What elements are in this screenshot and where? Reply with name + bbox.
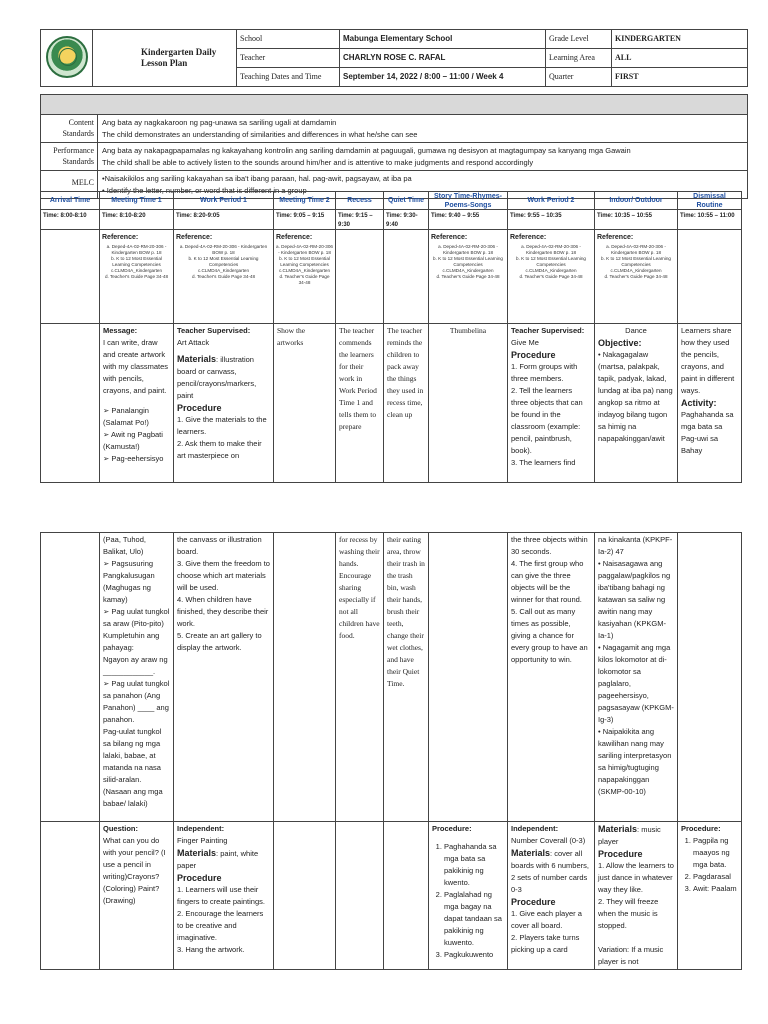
procedure-label: Procedure — [511, 350, 556, 360]
time-meeting-2: Time: 9:05 – 9:15 — [274, 210, 336, 229]
work-period-1-independent — [174, 822, 274, 969]
procedure-steps: 1. Give each player a cover all board. 2. Players take turns picking up a card — [511, 909, 582, 954]
procedure-label: Procedure: — [681, 824, 721, 833]
col-work-period-2: Work Period 2 — [508, 192, 595, 209]
reference-label: Reference: — [176, 234, 213, 241]
question-text: What can you do with your pencil? (I use a pencil in writing)Crayons? (Coloring) Paint? (Drawing) — [103, 836, 166, 905]
procedure-steps: the three objects within 30 seconds. 4. The first group who can give the three objects will be the winner for that round. 5. Call out as many times as possible, giving a chance for every group to have an opportunity to win. — [511, 535, 588, 664]
materials-label: Materials — [177, 848, 217, 858]
story-step: 2. Paglalahad ng mga bagay na dapat tandaan sa pakikinig ng kuwento. — [444, 889, 504, 949]
recess-text: The teacher commends the learners for their work in Work Period Time 1 and tells them to prepare — [339, 326, 377, 431]
materials-text: : illustration board or canvass, pencil/crayons/markers, paint — [177, 355, 257, 400]
school-seal-logo — [46, 36, 88, 78]
schedule-table-page-2 — [40, 532, 742, 970]
independent-label: Independent: — [511, 824, 559, 833]
story-title: Thumbelina — [449, 326, 487, 335]
content-standards-label: Content Standards — [41, 115, 98, 142]
grade-label: Grade Level — [546, 30, 612, 48]
ref-meeting-2 — [274, 230, 336, 323]
time-story: Time: 9:40 – 9:55 — [429, 210, 508, 229]
reference-label: Reference: — [597, 234, 634, 241]
meeting-1-question — [100, 822, 174, 969]
materials-line — [177, 847, 270, 872]
dismissal-step: 1. Pagpila ng maayos ng mga bata. — [693, 835, 738, 871]
recess-continued — [336, 533, 384, 821]
activity-title: Number Coverall (0-3) — [511, 836, 586, 845]
procedure-label: Procedure: — [432, 824, 472, 833]
reference-row — [41, 230, 741, 324]
objective-label: Objective: — [598, 338, 642, 348]
story-time-procedure — [429, 822, 508, 969]
dismissal-step: 3. Awit: Paalam — [693, 883, 738, 895]
activity-title: Give Me — [511, 338, 539, 347]
reference-list: a. Deped-4A-02-RM-20-306 - Kindergarten BOW p. 18 b. K to 12 Most Essential Learning Competencies c.CLMD4A_Kindergarten d. Teacher's Guide Page 34-48 — [433, 244, 503, 279]
story-steps — [432, 841, 504, 961]
dismissal-steps — [681, 835, 738, 895]
quarter-label: Quarter — [546, 68, 612, 86]
logo-cell — [41, 30, 93, 86]
standards-table — [40, 94, 748, 199]
performance-standards-label: Performance Standards — [41, 143, 98, 170]
school-value: Mabunga Elementary School — [340, 30, 546, 48]
materials-text: : paint, white paper — [177, 849, 259, 870]
dismissal-activity — [678, 324, 741, 482]
materials-line — [177, 353, 270, 402]
arrival-activity — [41, 822, 100, 969]
performance-standards-row — [41, 143, 747, 171]
ref-arrival — [41, 230, 100, 323]
procedure-steps: 1. Give the materials to the learners. 2. Ask them to make their art masterpiece on — [177, 415, 267, 460]
recess-empty — [336, 822, 384, 969]
header-info-grid — [237, 30, 747, 86]
activity-title: Dance — [625, 326, 647, 335]
meeting-2-activity — [274, 324, 336, 482]
gray-header-bar — [41, 95, 747, 115]
story-time-activity — [429, 324, 508, 482]
header-row-school — [237, 30, 747, 49]
performance-standard-1: Ang bata ay nakapagpapamalas ng kakayahang kontrolin ang sariling damdamin at paguugali, gumawa ng desisyon at magtagumpay sa kanyang mga Gawain — [102, 146, 631, 155]
meeting-1-continued — [100, 533, 174, 821]
dates-value: September 14, 2022 / 8:00 – 11:00 / Week 4 — [340, 68, 546, 86]
col-arrival-time: Arrival Time — [41, 192, 100, 209]
recess-text: for recess by washing their hands. Encourage sharing especially if not all children have food. — [339, 535, 380, 640]
indoor-outdoor-procedure — [595, 822, 678, 969]
col-story-time: Story Time-Rhymes-Poems-Songs — [429, 192, 508, 209]
meeting-2-text: Show the artworks — [277, 326, 306, 347]
content-standards-row — [41, 115, 747, 143]
question-label: Question: — [103, 824, 138, 833]
time-quiet: Time: 9:30-9:40 — [384, 210, 429, 229]
ref-recess — [336, 230, 384, 323]
reference-list: a. Deped-4A-02-RM-20-306 - Kindergarten BOW p. 18 b. K to 12 Most Essential Learning Competencies c.CLMD4A_Kindergarten d. Teacher's Guide Page 34-48 — [276, 244, 333, 285]
procedure-steps: 1. Learners will use their fingers to create paintings. 2. Encourage the learners to be creative and imaginative. 3. Hang the artwork. — [177, 885, 265, 954]
col-dismissal-routine: Dismissal Routine — [693, 192, 726, 209]
procedure-steps: 1. Form groups with three members. 2. Tell the learners three objects that can be found in the classroom (example: pencil, paintbrush, book). 3. The learners find — [511, 362, 583, 467]
materials-line — [511, 847, 591, 896]
meeting-1-activity — [100, 324, 174, 482]
header-row-teacher — [237, 49, 747, 68]
teacher-supervised-label: Teacher Supervised: — [177, 326, 251, 335]
procedure-label: Procedure — [511, 897, 556, 907]
time-indoor: Time: 10:35 – 10:55 — [595, 210, 678, 229]
procedure-steps: 1. Allow the learners to just dance in whatever way they like. 2. They will freeze when the music is stopped. Variation: If a music player is not — [598, 861, 674, 966]
schedule-table-page-1 — [40, 191, 742, 483]
procedure-steps: the canvass or illustration board. 3. Give them the freedom to choose which art materials will be used. 4. When children have finished, they describe their work. 5. Create an art gallery to display the artwork. — [177, 535, 270, 652]
recess-activity — [336, 324, 384, 482]
time-meeting-1: Time: 8:10-8:20 — [100, 210, 174, 229]
reference-list: a. Deped-4A-02-RM-20-306 - Kindergarten BOW p. 18 b. K to 12 Most Essential Learning Competencies c.CLMD4A_Kindergarten d. Teacher's Guide Page 34-48 — [104, 244, 169, 279]
time-row — [41, 210, 741, 230]
quiet-time-activity — [384, 324, 429, 482]
area-value: ALL — [615, 53, 632, 62]
work-period-1-activity — [174, 324, 274, 482]
quiet-time-text: The teacher reminds the children to pack away the things they used in recess time, clean up — [387, 326, 424, 419]
content-standards-text — [98, 115, 747, 142]
lesson-plan-header — [40, 29, 748, 87]
col-recess: Recess — [336, 192, 384, 209]
objective-text: na kinakanta (KPKPF-Ia-2) 47 • Naisasagawa ang paggalaw/pagkilos ng iba'tibang bahagi ng katawan sa saliw ng awitin nang may kasiyahan (KPKGM-Ia-1) • Nagagamit ang mga kilos lokomotor at di-lokomotor sa paglalaro, pageehersisyo, pagsasayaw (KPKGM-Ig-3) • Naipakikita ang kawilihan nang may sariling interpretasyon sa himig/tugtuging napapakinggan (SKMP-00-10) — [598, 535, 674, 796]
activity-row-continued — [41, 533, 741, 822]
col-work-period-1: Work Period 1 — [174, 192, 274, 209]
materials-label: Materials — [598, 824, 638, 834]
dates-label: Teaching Dates and Time — [237, 68, 340, 86]
dismissal-continued — [678, 533, 741, 821]
col-meeting-time-1: Meeting Time 1 — [100, 192, 174, 209]
col-quiet-time: Quiet Time — [384, 192, 429, 209]
arrival-activity — [41, 324, 100, 482]
reference-label: Reference: — [510, 234, 547, 241]
ref-story — [429, 230, 508, 323]
time-work-period-2: Time: 9:55 – 10:35 — [508, 210, 595, 229]
performance-standard-2: The child shall be able to actively listen to the sounds around him/her and is attentive to make judgments and respond accordingly — [102, 157, 534, 167]
col-indoor-outdoor: Indoor/ Outdoor — [595, 192, 678, 209]
col-meeting-time-2: Meeting Time 2 — [274, 192, 336, 209]
reference-list: a. Deped-4A-02-RM-20-306 - Kindergarten BOW p. 18 b. K to 12 Most Essential Learning Competencies c.CLMD4A_Kindergarten d. Teacher's Guide Page 34-48 — [601, 244, 671, 279]
ref-quiet — [384, 230, 429, 323]
ref-dismissal — [678, 230, 741, 323]
quiet-time-text: their eating area, throw their trash in the trash bin, wash their hands, brush their teeth, change their wet clothes, and have their Quiet Time. — [387, 535, 425, 688]
ref-meeting-1 — [100, 230, 174, 323]
reference-list: a. Deped-4A-02-RM-20-306 - Kindergarten BOW p. 18 b. K to 12 Most Essential Learning Competencies c.CLMD4A_Kindergarten d. Teacher's Guide Page 34-48 — [179, 244, 268, 279]
indoor-outdoor-activity — [595, 324, 678, 482]
meeting-1-routine-text: (Paa, Tuhod, Balikat, Ulo) ➢ Pagsusuring Pangkalusugan (Maghugas ng kamay) ➢ Pag uulat tungkol sa araw (Pito-pito) Kumpletuhin ang pahayag: Ngayon ay araw ng ____________. ➢ Pag uulat tungkol sa panahon (Ang Panahon) ____ ang panahon. Pag-uulat tungkol sa bilang ng mga lalaki, babae, at matanda na nasa silid-aralan. (Nasaan ang mga babae/ lalaki) — [103, 535, 170, 808]
indoor-outdoor-continued — [595, 533, 678, 821]
procedure-label: Procedure — [177, 403, 222, 413]
header-row-dates — [237, 68, 747, 86]
procedure-label: Procedure — [177, 873, 222, 883]
work-period-2-independent — [508, 822, 595, 969]
message-label: Message: — [103, 326, 138, 335]
materials-text: : music player — [598, 825, 661, 846]
activity-label: Activity: — [681, 398, 717, 408]
teacher-supervised-label: Teacher Supervised: — [511, 326, 585, 335]
ref-indoor — [595, 230, 678, 323]
arrival-activity — [41, 533, 100, 821]
work-period-2-activity — [508, 324, 595, 482]
routine-item: ➢ Panalangin (Salamat Po!) — [103, 406, 149, 427]
area-label: Learning Area — [546, 49, 612, 67]
activity-row-2 — [41, 822, 741, 969]
materials-label: Materials — [511, 848, 551, 858]
melc-label: MELC — [41, 171, 98, 198]
work-period-2-continued — [508, 533, 595, 821]
activity-title: Art Attack — [177, 338, 210, 347]
time-arrival: Time: 8:00-8:10 — [41, 210, 100, 229]
independent-label: Independent: — [177, 824, 225, 833]
teacher-label: Teacher — [237, 49, 340, 67]
materials-label: Materials — [177, 354, 217, 364]
school-label: School — [237, 30, 340, 48]
time-dismissal: Time: 10:55 – 11:00 — [680, 213, 735, 219]
time-recess: Time: 9:15 – 9:30 — [336, 210, 384, 229]
reference-label: Reference: — [102, 234, 139, 241]
reference-label: Reference: — [431, 234, 468, 241]
content-standard-2: The child demonstrates an understanding of similarities and differences in what he/she can see — [102, 129, 418, 139]
reference-list: a. Deped-4A-02-RM-20-306 - Kindergarten BOW p. 18 b. K to 12 Most Essential Learning Competencies c.CLMD4A_Kindergarten d. Teacher's Guide Page 34-48 — [516, 244, 586, 279]
quarter-value: FIRST — [615, 72, 639, 81]
materials-line — [598, 823, 674, 848]
procedure-label: Procedure — [598, 849, 643, 859]
dismissal-text: Learners share how they used the pencils, crayons, and paint in different ways. — [681, 326, 735, 395]
dismissal-activity-text: Paghahanda sa mga bata sa Pag-uwi sa Bahay — [681, 410, 734, 455]
performance-standards-text — [98, 143, 747, 170]
meeting-2-continued — [274, 533, 336, 821]
dismissal-step: 2. Pagdarasal — [693, 871, 738, 883]
melc-1: •Naisakikilos ang sariling kakayahan sa iba't ibang paraan, hal. pag-awit, pagsayaw, at iba pa — [102, 174, 412, 183]
column-header-row — [41, 192, 741, 210]
materials-text: : cover all boards with 6 numbers, 2 sets of number cards 0-3 — [511, 849, 589, 894]
story-step: 3. Pagkukuwento — [444, 949, 504, 961]
quiet-time-continued — [384, 533, 429, 821]
routine-list — [103, 405, 170, 465]
routine-item: ➢ Awit ng Pagbati (Kamusta!) — [103, 430, 163, 451]
dismissal-procedure — [678, 822, 741, 969]
ref-work-period-2 — [508, 230, 595, 323]
teacher-value: CHARLYN ROSE C. RAFAL — [340, 49, 546, 67]
work-period-1-continued — [174, 533, 274, 821]
grade-value: KINDERGARTEN — [615, 34, 681, 43]
ref-work-period-1 — [174, 230, 274, 323]
melc-2: • Identify the letter, number, or word that is different in a group — [102, 185, 307, 195]
meeting-2-empty — [274, 822, 336, 969]
objective-text: • Nakagagalaw (martsa, palakpak, tapik, padyak, lakad, lundag at iba pa) nang angkop sa ritmo at indayog bilang tugon sa himig na napapakinggan/awit — [598, 350, 673, 443]
message-text: I can write, draw and create artwork with my classmates with pencils, crayons, and paint. — [103, 338, 169, 395]
quiet-time-empty — [384, 822, 429, 969]
reference-label: Reference: — [276, 234, 313, 241]
routine-item: ➢ Pag-eehersisyo — [103, 454, 164, 463]
content-standard-1: Ang bata ay nagkakaroon ng pag-unawa sa sariling ugali at damdamin — [102, 118, 337, 127]
story-step: 1. Paghahanda sa mga bata sa pakikinig ng kwento. — [444, 841, 504, 889]
story-time-continued — [429, 533, 508, 821]
activity-row-1 — [41, 324, 741, 482]
document-title: Kindergarten Daily Lesson Plan — [93, 30, 237, 86]
activity-title: Finger Painting — [177, 836, 228, 845]
time-work-period-1: Time: 8:20-9:05 — [174, 210, 274, 229]
